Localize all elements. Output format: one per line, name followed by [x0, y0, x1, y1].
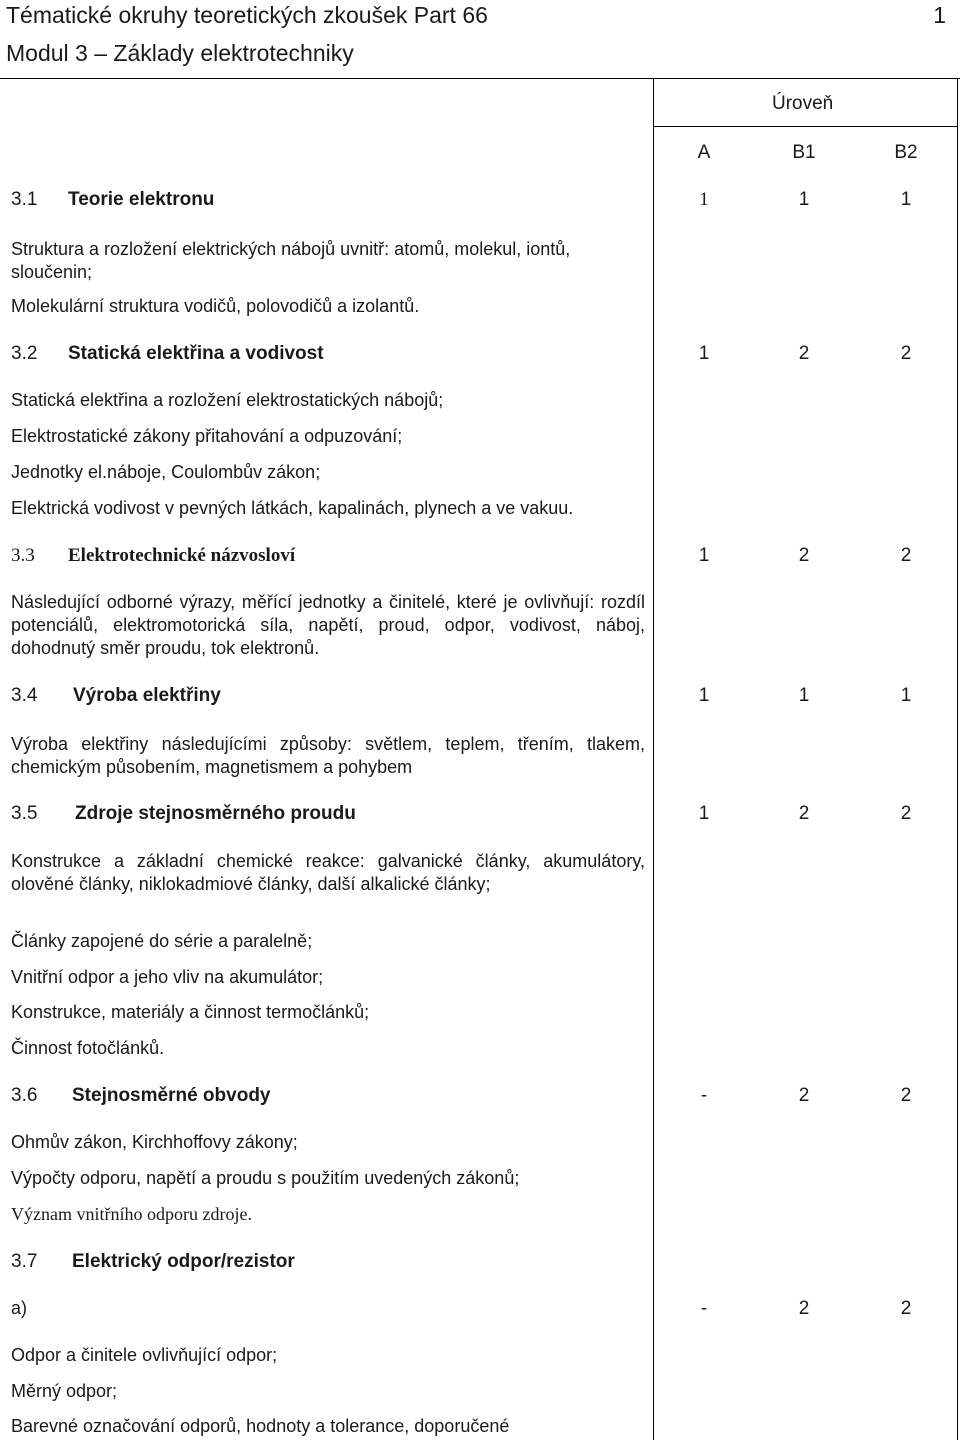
level-b2: 1 [900, 685, 912, 706]
level-a: - [700, 1085, 708, 1106]
subsection-label: a) [11, 1298, 28, 1318]
section-number: 3.4 [11, 685, 38, 706]
level-b1: 2 [798, 1298, 810, 1319]
section-item: Význam vnitřního odporu zdroje. [11, 1204, 252, 1224]
level-b1: 2 [798, 803, 810, 824]
header-rule [0, 78, 960, 79]
section-number: 3.3 [11, 545, 35, 566]
level-a: 1 [698, 803, 710, 824]
section-item: Statická elektřina a rozložení elektrostatických nábojů; [11, 390, 444, 410]
level-b1: 1 [798, 685, 810, 706]
section-title: Zdroje stejnosměrného proudu [75, 803, 356, 824]
section-item: Struktura a rozložení elektrických nábojů uvnitř: atomů, molekul, iontů, sloučenin; [11, 239, 571, 282]
table-right-border [957, 78, 958, 1440]
section-item: Molekulární struktura vodičů, polovodičů a izolantů. [11, 296, 420, 316]
section-item: Výroba elektřiny následujícími způsoby: světlem, teplem, třením, tlakem, chemickým působením, magnetismem a pohybem [11, 734, 645, 777]
section-number: 3.1 [11, 189, 38, 210]
level-a: 1 [698, 545, 710, 566]
section-title: Statická elektřina a vodivost [68, 343, 324, 364]
section-title: Stejnosměrné obvody [72, 1085, 271, 1106]
section-item: Měrný odpor; [11, 1381, 118, 1401]
page-number: 1 [933, 2, 946, 28]
levels-header-rule [653, 126, 957, 127]
level-col-a: A [697, 142, 711, 163]
section-item: Konstrukce a základní chemické reakce: galvanické články, akumulátory, olověné články, niklokadmiové články, další alkalické články; [11, 851, 645, 894]
section-item: Vnitřní odpor a jeho vliv na akumulátor; [11, 967, 324, 987]
document-title: Tématické okruhy teoretických zkoušek Part 66 [6, 2, 488, 28]
section-item: Jednotky el.náboje, Coulombův zákon; [11, 462, 321, 482]
level-b1: 2 [798, 1085, 810, 1106]
section-number: 3.5 [11, 803, 38, 824]
section-item: Činnost fotočlánků. [11, 1038, 165, 1058]
section-item: Konstrukce, materiály a činnost termočlánků; [11, 1002, 370, 1022]
section-item: Odpor a činitele ovlivňující odpor; [11, 1345, 278, 1365]
module-title: Modul 3 – Základy elektrotechniky [6, 40, 354, 66]
section-title: Elektrotechnické názvosloví [68, 545, 296, 566]
levels-column-divider [653, 78, 654, 1440]
section-item: Barevné označování odporů, hodnoty a tolerance, doporučené [11, 1416, 510, 1436]
section-item: Elektrostatické zákony přitahování a odpuzování; [11, 426, 403, 446]
section-item: Články zapojené do série a paralelně; [11, 931, 313, 951]
section-title: Výroba elektřiny [73, 685, 221, 706]
level-b1: 2 [798, 545, 810, 566]
level-b2: 2 [900, 803, 912, 824]
section-item: Ohmův zákon, Kirchhoffovy zákony; [11, 1132, 298, 1152]
level-b2: 2 [900, 1085, 912, 1106]
level-b2: 2 [900, 545, 912, 566]
levels-header-label: Úroveň [772, 93, 834, 114]
level-col-b1: B1 [792, 142, 816, 163]
section-item: Následující odborné výrazy, měřící jednotky a činitelé, které je ovlivňují: rozdíl potenciálů, elektromotorická síla, napětí, proud, odpor, vodivost, náboj, dohodnutý směr proudu, tok elektronů. [11, 592, 645, 658]
section-item: Výpočty odporu, napětí a proudu s použitím uvedených zákonů; [11, 1168, 520, 1188]
level-a: - [700, 1298, 708, 1319]
section-number: 3.6 [11, 1085, 38, 1106]
section-title: Teorie elektronu [68, 189, 215, 210]
level-a: 1 [699, 189, 709, 210]
section-number: 3.2 [11, 343, 38, 364]
level-b1: 1 [798, 189, 810, 210]
level-a: 1 [698, 685, 710, 706]
level-b2: 2 [900, 1298, 912, 1319]
level-b1: 2 [798, 343, 810, 364]
section-item: Elektrická vodivost v pevných látkách, kapalinách, plynech a ve vakuu. [11, 498, 574, 518]
level-b2: 1 [900, 189, 912, 210]
level-b2: 2 [900, 343, 912, 364]
level-a: 1 [698, 343, 710, 364]
section-number: 3.7 [11, 1251, 38, 1272]
section-title: Elektrický odpor/rezistor [72, 1251, 295, 1272]
level-col-b2: B2 [894, 142, 918, 163]
